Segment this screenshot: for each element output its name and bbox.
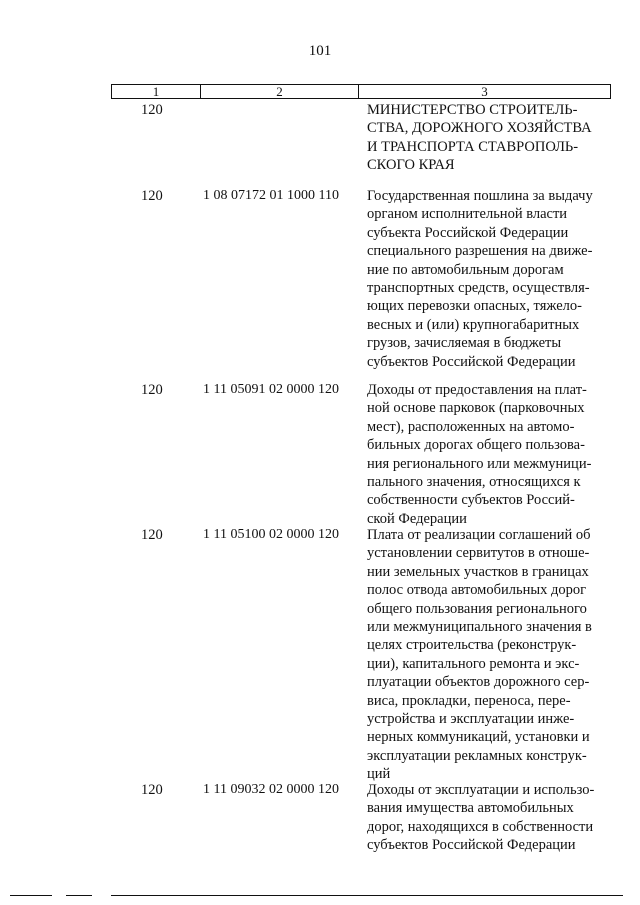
- page-number: 101: [308, 43, 332, 59]
- description-cell: Доходы от эксплуатации и использо- вания имущества автомобильных дорог, находящихся в собственности субъектов Российской Федерации: [367, 782, 595, 854]
- description-cell: МИНИСТЕРСТВО СТРОИТЕЛЬ- СТВА, ДОРОЖНОГО ХОЗЯЙСТВА И ТРАНСПОРТА СТАВРОПОЛЬ- СКОГО КРАЯ: [367, 102, 592, 174]
- column-header-2: 2: [201, 85, 359, 98]
- footer-divider: [10, 895, 52, 896]
- admin-code-cell: 120: [141, 782, 163, 798]
- description-cell: Доходы от предоставления на плат- ной основе парковок (парковочных мест), расположенных на автомо- бильных дорогах общего пользова- ния регионального или межмуници- пального значения, относящихся к собственности субъектов Россий- ской Федерации: [367, 382, 592, 527]
- admin-code-cell: 120: [141, 102, 163, 118]
- kbk-code-cell: [200, 101, 358, 187]
- table-row: [111, 526, 611, 781]
- admin-code-cell: 120: [141, 188, 163, 204]
- footer-divider: [66, 895, 92, 896]
- kbk-code-cell: 1 08 07172 01 1000 110: [203, 188, 339, 203]
- column-header-3: 3: [481, 84, 488, 99]
- table-header: [111, 84, 611, 99]
- admin-code-cell: 120: [141, 382, 163, 398]
- table-row: [111, 101, 611, 187]
- kbk-code-cell: 1 11 05091 02 0000 120: [203, 382, 339, 397]
- table-row: [111, 381, 611, 526]
- column-header-1: 1: [112, 85, 201, 98]
- table-body: [111, 101, 611, 871]
- table-row: [111, 187, 611, 381]
- kbk-code-cell: 1 11 09032 02 0000 120: [203, 782, 339, 797]
- admin-code-cell: 120: [141, 527, 163, 543]
- description-cell: Плата от реализации соглашений об установлении сервитутов в отноше- нии земельных участков в границах полос отвода автомобильных дорог общего пользования регионального или межмуниципального значения в целях строительства (реконструк- ции), капитального ремонта и экс- плуатации объектов дорожного сер- виса, прокладки, переноса, пере- устройства и эксплуатации инже- нерных коммуникаций, установки и эксплуатации рекламных конструк- ций: [367, 527, 592, 783]
- footer-divider: [111, 895, 623, 896]
- kbk-code-cell: 1 11 05100 02 0000 120: [203, 527, 339, 542]
- description-cell: Государственная пошлина за выдачу органом исполнительной власти субъекта Российской Федерации специального разрешения на движе- ние по автомобильным дорогам транспортных средств, осуществля- ющих перевозки опасных, тяжело- весных и (или) крупногабаритных грузов, зачисляемая в бюджеты субъектов Российской Федерации: [367, 188, 593, 370]
- table-row: [111, 781, 611, 871]
